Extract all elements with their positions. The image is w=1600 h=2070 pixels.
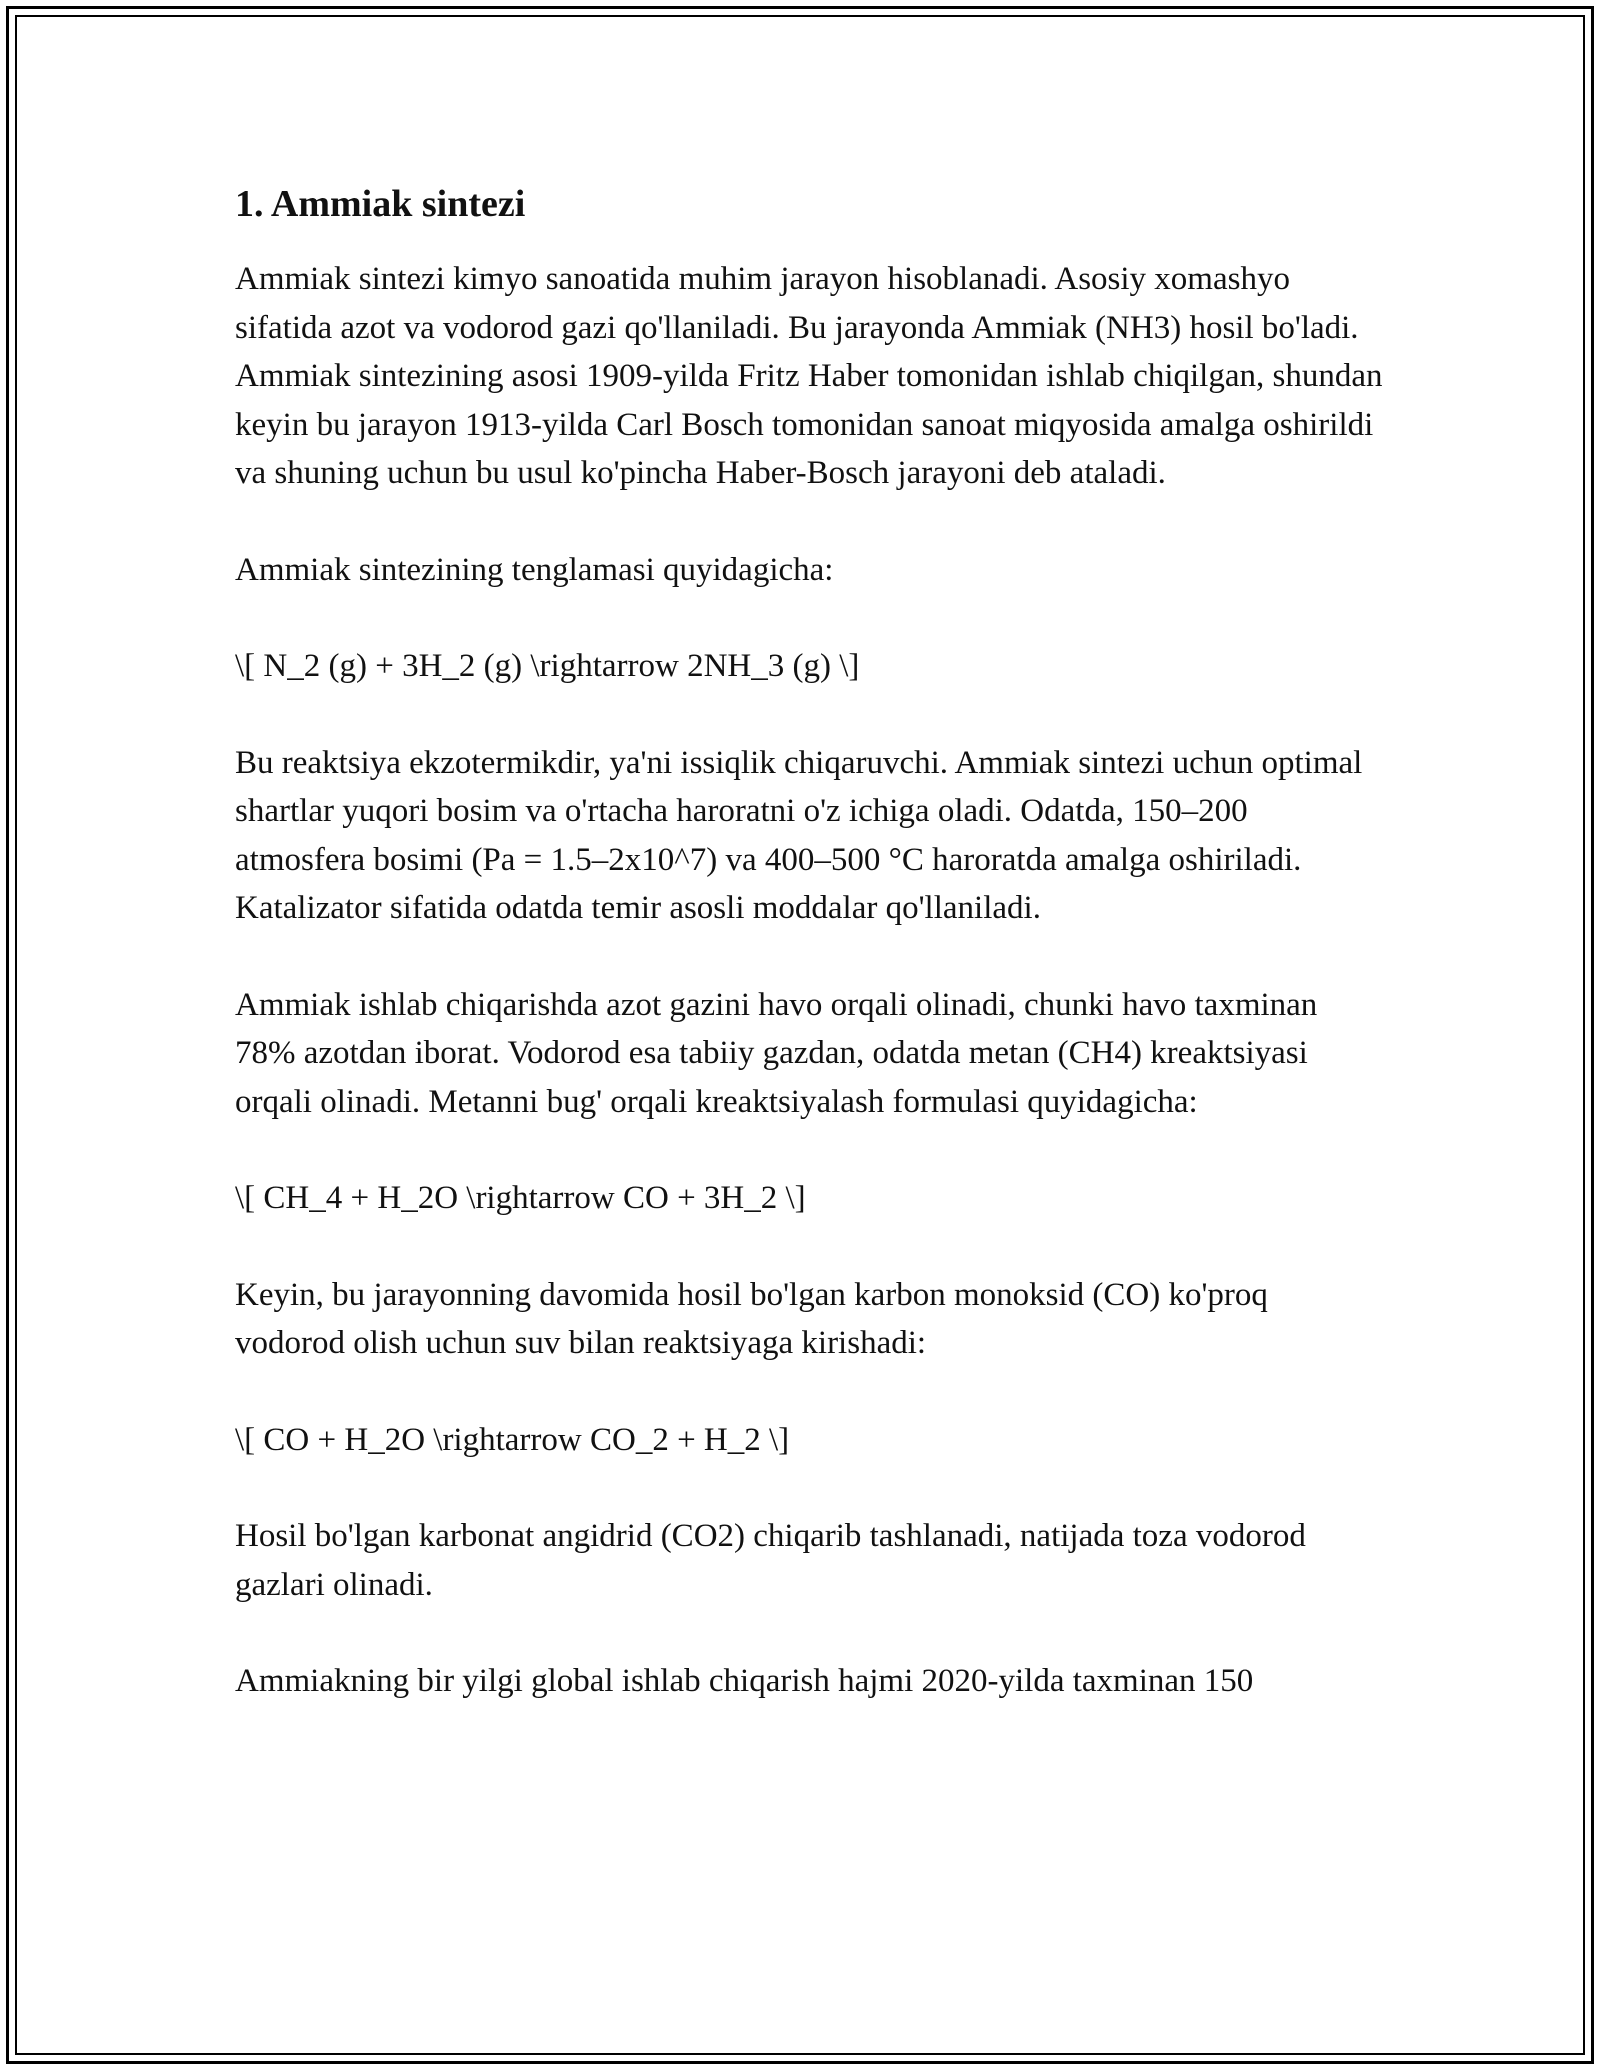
section-heading: 1. Ammiak sintezi [235,183,526,225]
paragraph-co-shift: Keyin, bu jarayonning davomida hosil bo'lgan karbon monoksid (CO) ko'proq vodorod olish uchun suv bilan reaktsiyaga kirishadi: [235,1276,1268,1362]
paragraph-equation-intro: Ammiak sintezining tenglamasi quyidagicha: [235,551,834,588]
paragraph-raw-materials: Ammiak ishlab chiqarishda azot gazini havo orqali olinadi, chunki havo taxminan 78% azotdan iborat. Vodorod esa tabiiy gazdan, odatda metan (CH4) kreaktsiyasi orqali olinadi. Metanni bug' orqali kreaktsiyalash formulasi quyidagicha: [235,986,1318,1120]
equation-methane-reforming: \[ CH_4 + H_2O \rightarrow CO + 3H_2 \] [235,1180,806,1217]
equation-water-gas-shift: \[ CO + H_2O \rightarrow CO_2 + H_2 \] [235,1421,790,1458]
document-body [235,180,1385,1706]
paragraph-global-production: Ammiakning bir yilgi global ishlab chiqarish hajmi 2020-yilda taxminan 150 [235,1663,1254,1700]
paragraph-conditions: Bu reaktsiya ekzotermikdir, ya'ni issiqlik chiqaruvchi. Ammiak sintezi uchun optimal shartlar yuqori bosim va o'rtacha haroratni o'z ichiga oladi. Odatda, 150–200 atmosfera bosimi (Pa = 1.5–2x10^7) va 400–500 °C haroratda amalga oshiriladi. Katalizator sifatida odatda temir asosli moddalar qo'llaniladi. [235,744,1363,927]
equation-ammonia-synthesis: \[ N_2 (g) + 3H_2 (g) \rightarrow 2NH_3 (g) \] [235,648,860,685]
paragraph-co2-removal: Hosil bo'lgan karbonat angidrid (CO2) chiqarib tashlanadi, natijada toza vodorod gazlari olinadi. [235,1518,1306,1603]
paragraph-intro: Ammiak sintezi kimyo sanoatida muhim jarayon hisoblanadi. Asosiy xomashyo sifatida azot va vodorod gazi qo'llaniladi. Bu jarayonda Ammiak (NH3) hosil bo'ladi. Ammiak sintezining asosi 1909-yilda Fritz Haber tomonidan ishlab chiqilgan, shundan keyin bu jarayon 1913-yilda Carl Bosch tomonidan sanoat miqyosida amalga oshirildi va shuning uchun bu usul ko'pincha Haber-Bosch jarayoni deb ataladi. [235,261,1383,492]
